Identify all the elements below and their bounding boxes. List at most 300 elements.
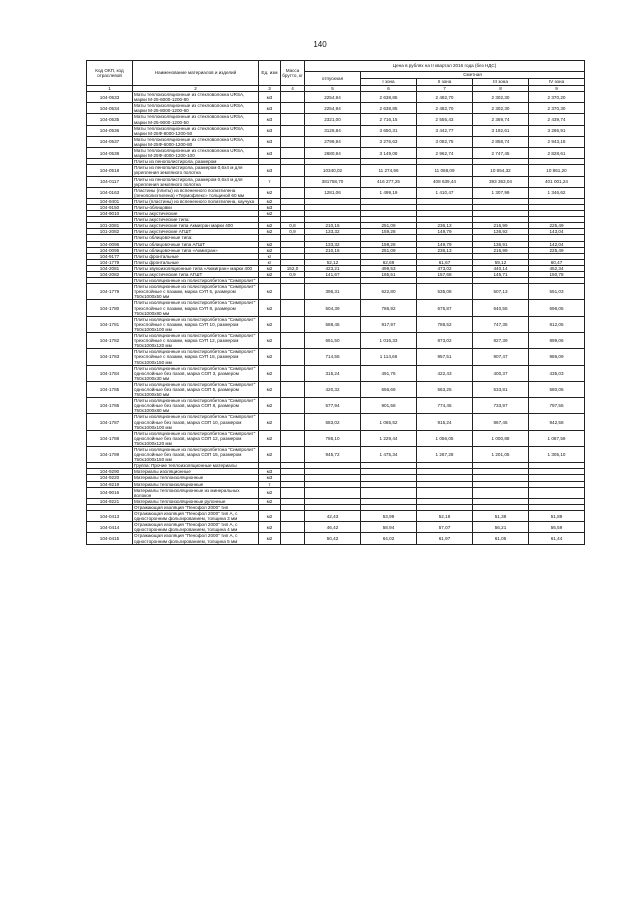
row-price-zone3: 507,13	[473, 284, 529, 300]
row-price-zone2: 535,08	[417, 284, 473, 300]
row-name: Плиты-облицовки	[133, 204, 259, 210]
row-name: Материалы теплоизоляционные	[133, 475, 259, 481]
row-price-zone2: 2 962,74	[417, 148, 473, 159]
row-code: 104-0163	[87, 187, 133, 198]
row-price-release: 2254,94	[305, 92, 361, 103]
row-price-zone2: 2 482,70	[417, 92, 473, 103]
row-price-zone1: 1 475,34	[361, 447, 417, 463]
row-price-zone3: 733,97	[473, 398, 529, 414]
row-mass	[281, 349, 305, 365]
row-price-release: 315,24	[305, 365, 361, 381]
row-price-release: 651,50	[305, 333, 361, 349]
row-name: Плиты из пенополистирола, размером	[133, 159, 259, 165]
row-price-zone4: 60,47	[529, 259, 585, 265]
row-price-zone4: 1 305,10	[529, 447, 585, 463]
row-mass	[281, 136, 305, 147]
row-code: 104-9016	[87, 487, 133, 498]
row-price-zone3: 1 201,05	[473, 447, 529, 463]
row-price-zone2: 408 639,44	[417, 176, 473, 187]
row-price-zone3: 145,71	[473, 272, 529, 278]
row-price-zone4: 2 370,20	[529, 92, 585, 103]
row-price-zone3: 827,39	[473, 333, 529, 349]
row-price-zone1: 786,92	[361, 300, 417, 316]
row-unit: м2	[259, 430, 281, 446]
col-index: 3	[259, 86, 281, 92]
row-mass: 0,8	[281, 223, 305, 229]
row-price-zone1: 491,76	[361, 365, 417, 381]
row-name: Плиты звукоизоляционные типа «Акмигран» марки 400	[133, 265, 259, 271]
row-mass	[281, 414, 305, 430]
row-price-zone4: 812,05	[529, 316, 585, 332]
row-name: Маты теплоизоляционные из стекловолокна URSA, марки М-25-9000-1200-50	[133, 114, 259, 125]
row-price-zone4: 1 346,62	[529, 187, 585, 198]
row-price-zone2: 149,79	[417, 229, 473, 235]
row-price-zone3: 10 654,32	[473, 165, 529, 176]
row-price-zone1: 62,69	[361, 259, 417, 265]
row-price-zone3: 533,81	[473, 381, 529, 397]
row-code: 104-1788	[87, 430, 133, 446]
row-mass	[281, 381, 305, 397]
table-row	[87, 511, 585, 522]
row-price-zone4: 61,44	[529, 533, 585, 544]
row-mass	[281, 398, 305, 414]
row-price-zone1: 64,02	[361, 533, 417, 544]
row-price-zone3: 2 858,74	[473, 136, 529, 147]
row-mass	[281, 114, 305, 125]
table-row	[87, 125, 585, 136]
row-price-zone1: 901,58	[361, 398, 417, 414]
row-name: Плиты облицовочные типа АГШТ	[133, 241, 259, 247]
row-price-zone4: 2 828,61	[529, 148, 585, 159]
row-unit: м2	[259, 198, 281, 204]
row-mass	[281, 125, 305, 136]
row-price-release: 2254,94	[305, 103, 361, 114]
row-price-release: 133,32	[305, 241, 361, 247]
row-price-zone1: 159,28	[361, 229, 417, 235]
row-price-release: 10340,02	[305, 165, 361, 176]
row-name: Плиты изоляционные из полистиролбетона "Симпролит"	[133, 278, 259, 284]
row-name: Маты теплоизоляционные из стекловолокна URSA, марки М-25-8000-1200-60	[133, 103, 259, 114]
row-price-zone3: 1 307,99	[473, 187, 529, 198]
row-price-release: 2321,00	[305, 114, 361, 125]
row-name: Плиты изоляционные из полистиролбетона "Симпролит" трехслойные с пазами, марка СУП 8, размером 750х1000х80 мм	[133, 300, 259, 316]
row-unit: т	[259, 176, 281, 187]
row-price-zone4: 10 861,20	[529, 165, 585, 176]
row-unit: кг	[259, 253, 281, 259]
row-price-zone4: 56,59	[529, 522, 585, 533]
row-code: 104-1786	[87, 398, 133, 414]
row-price-zone2: 563,25	[417, 381, 473, 397]
table-row	[87, 381, 585, 397]
row-code: 104-0535	[87, 114, 133, 125]
row-unit: м2	[259, 365, 281, 381]
row-price-zone4	[529, 487, 585, 498]
row-code: 104-2082	[87, 272, 133, 278]
row-price-zone1: 1 499,19	[361, 187, 417, 198]
row-price-zone1: 2 638,85	[361, 103, 417, 114]
row-mass: 152,0	[281, 265, 305, 271]
row-price-zone2: 61,97	[417, 533, 473, 544]
row-unit: м2	[259, 487, 281, 498]
row-name: Плиты облицовочные типа:	[133, 235, 259, 241]
table-row	[87, 333, 585, 349]
row-unit: м3	[259, 475, 281, 481]
row-price-zone4: 225,49	[529, 247, 585, 253]
row-price-release: 46,42	[305, 522, 361, 533]
row-price-zone2: 957,51	[417, 349, 473, 365]
row-price-zone2: 1 267,28	[417, 447, 473, 463]
col-index: 6	[361, 86, 417, 92]
table-row	[87, 165, 585, 176]
row-name: Плиты изоляционные из полистиролбетона "Симпролит" однослойные без пазов, марка СОП 8, размером 750х1000х80 мм	[133, 398, 259, 414]
table-row	[87, 447, 585, 463]
row-name: Маты теплоизоляционные из стекловолокна URSA, марки М-25Ф-8000-1200-50	[133, 125, 259, 136]
row-price-zone1: 3 650,31	[361, 125, 417, 136]
row-name: Плиты изоляционные из полистиролбетона "Симпролит" трехслойные с пазами, марка СУП 15, размером 750х1000х150 мм	[133, 349, 259, 365]
row-name: Материалы изоляционные	[133, 469, 259, 475]
row-name: Плиты изоляционные из полистиролбетона "Симпролит" однослойные без пазов, марка СОП 12, размером 750х1000х120 мм	[133, 430, 259, 446]
row-price-zone4: 797,55	[529, 398, 585, 414]
row-name: Плиты изоляционные из полистиролбетона "Симпролит" трехслойные с пазами, марка СУП 5, размером 750х1000х50 мм	[133, 284, 259, 300]
row-price-release: 381758,70	[305, 176, 361, 187]
row-unit: м3	[259, 92, 281, 103]
row-mass	[281, 365, 305, 381]
row-name: Плиты акустические типа Акмигран марки 400	[133, 223, 259, 229]
row-unit: кг	[259, 259, 281, 265]
row-price-zone1: 159,28	[361, 241, 417, 247]
table-row	[87, 398, 585, 414]
row-name: Плиты изоляционные из полистиролбетона "Симпролит" однослойные без пазов, марка СОП 3, размером 750х1000х30 мм	[133, 365, 259, 381]
row-unit: м2	[259, 381, 281, 397]
row-price-zone3: 640,55	[473, 300, 529, 316]
row-price-release: 504,39	[305, 300, 361, 316]
row-price-zone1	[361, 487, 417, 498]
row-mass	[281, 176, 305, 187]
price-table	[86, 60, 585, 545]
row-mass	[281, 430, 305, 446]
row-price-zone4: 150,78	[529, 272, 585, 278]
row-price-release: 396,31	[305, 284, 361, 300]
row-name: Материалы теплоизоляционные	[133, 481, 259, 487]
row-unit: м2	[259, 265, 281, 271]
row-price-zone1: 622,80	[361, 284, 417, 300]
row-code: 104-9220	[87, 475, 133, 481]
row-mass	[281, 165, 305, 176]
row-price-release: 683,02	[305, 414, 361, 430]
row-unit: т	[259, 481, 281, 487]
row-price-zone2: 788,52	[417, 316, 473, 332]
row-price-zone2	[417, 487, 473, 498]
row-price-zone4: 696,05	[529, 300, 585, 316]
row-name: Плиты фронтальные	[133, 259, 259, 265]
table-row	[87, 176, 585, 187]
row-mass	[281, 300, 305, 316]
row-unit: м2	[259, 223, 281, 229]
row-unit: м2	[259, 349, 281, 365]
row-price-release: 50,42	[305, 533, 361, 544]
row-price-zone2: 149,79	[417, 241, 473, 247]
row-unit: м2	[259, 272, 281, 278]
row-price-zone3: 393 363,04	[473, 176, 529, 187]
row-name: Плиты изоляционные из полистиролбетона "Симпролит" однослойные без пазов, марка СОП 15, размером 750х1000х150 мм	[133, 447, 259, 463]
row-unit: м2	[259, 241, 281, 247]
header-estimate: Сметная	[361, 72, 585, 79]
row-mass	[281, 533, 305, 544]
row-price-zone4: 452,34	[529, 265, 585, 271]
row-mass	[281, 447, 305, 463]
row-price-release	[305, 487, 361, 498]
row-code: 104-0117	[87, 176, 133, 187]
row-price-zone3: 1 000,88	[473, 430, 529, 446]
table-row	[87, 92, 585, 103]
row-price-zone1: 656,69	[361, 381, 417, 397]
row-price-zone2: 236,13	[417, 223, 473, 229]
row-unit: м2	[259, 300, 281, 316]
row-code: 104-9401	[87, 198, 133, 204]
row-code: 104-1779	[87, 259, 133, 265]
table-row	[87, 103, 585, 114]
row-price-zone2: 3 082,75	[417, 136, 473, 147]
row-mass	[281, 148, 305, 159]
table-row	[87, 487, 585, 498]
table-row	[87, 522, 585, 533]
row-unit: м3	[259, 114, 281, 125]
row-price-zone1: 58,94	[361, 522, 417, 533]
row-price-release: 1281,06	[305, 187, 361, 198]
row-price-release: 133,32	[305, 229, 361, 235]
row-unit: м3	[259, 103, 281, 114]
row-code: 104-0413	[87, 511, 133, 522]
row-name: Маты теплоизоляционные из стекловолокна URSA, марки М-25-6000-1200-80	[133, 92, 259, 103]
row-code: 104-1785	[87, 381, 133, 397]
row-price-zone1: 1 229,44	[361, 430, 417, 446]
row-unit: м2	[259, 333, 281, 349]
row-mass	[281, 103, 305, 114]
row-name: Плиты изоляционные из полистиролбетона "Симпролит" трехслойные с пазами, марка СУП 10, размером 750х1000х100 мм	[133, 316, 259, 332]
row-price-zone3: 61,05	[473, 533, 529, 544]
row-code: 104-1780	[87, 300, 133, 316]
row-code: 104-0518	[87, 165, 133, 176]
row-mass	[281, 487, 305, 498]
header-name: Наименование материалов и изделий	[133, 61, 259, 86]
row-unit: м2	[259, 284, 281, 300]
row-code: 101-2082	[87, 229, 133, 235]
row-unit: м3	[259, 469, 281, 475]
row-price-zone3: 400,37	[473, 365, 529, 381]
row-code: 104-1783	[87, 349, 133, 365]
row-code: 104-1782	[87, 333, 133, 349]
row-code: 104-0095	[87, 247, 133, 253]
row-code: 104-1789	[87, 447, 133, 463]
row-mass	[281, 92, 305, 103]
row-unit: м2	[259, 414, 281, 430]
row-price-zone2: 11 068,09	[417, 165, 473, 176]
row-unit: м3	[259, 148, 281, 159]
col-index: 2	[133, 86, 259, 92]
row-price-zone2: 52,18	[417, 511, 473, 522]
row-price-zone2: 236,13	[417, 247, 473, 253]
row-price-zone4: 401 001,24	[529, 176, 585, 187]
row-price-release: 588,45	[305, 316, 361, 332]
header-zone2: II зона	[417, 79, 473, 86]
row-price-zone1: 3 276,63	[361, 136, 417, 147]
row-price-zone3: 2 369,74	[473, 114, 529, 125]
row-name: Плиты изоляционные из полистиролбетона "Симпролит" однослойные без пазов, марка СОП 5, размером 750х1000х50 мм	[133, 381, 259, 397]
row-price-zone2: 873,02	[417, 333, 473, 349]
row-price-zone1: 1 065,52	[361, 414, 417, 430]
row-price-zone1: 1 114,66	[361, 349, 417, 365]
row-name: Отражающая изоляция "Пенофол 2000" тип А, с односторонним фольгированием, толщина 5 мм	[133, 533, 259, 544]
row-name: Плиты акустические типа:	[133, 217, 259, 223]
row-price-zone1: 53,99	[361, 511, 417, 522]
row-price-release: 52,12	[305, 259, 361, 265]
page-number: 140	[313, 40, 327, 49]
row-name: Материалы теплоизоляционные рулонные	[133, 498, 259, 504]
row-code: 104-1781	[87, 316, 133, 332]
row-mass	[281, 511, 305, 522]
row-name: Группа: Прочие теплоизоляционные материалы	[133, 463, 259, 469]
row-price-zone2: 157,68	[417, 272, 473, 278]
col-index: 1	[87, 86, 133, 92]
row-price-zone4: 1 087,59	[529, 430, 585, 446]
header-unit: Ед. изм	[259, 61, 281, 86]
row-price-zone4: 3 286,91	[529, 125, 585, 136]
row-price-zone4: 2 943,18	[529, 136, 585, 147]
table-row	[87, 148, 585, 159]
row-price-zone4: 2 439,74	[529, 114, 585, 125]
row-name: Плиты из пенополистирола, размером 0,6х4 м для укрепления земляного полотна	[133, 165, 259, 176]
row-price-zone3: 907,47	[473, 349, 529, 365]
row-price-zone3: 216,99	[473, 223, 529, 229]
row-unit: м3	[259, 136, 281, 147]
row-code: 101-2081	[87, 223, 133, 229]
row-price-zone1: 11 274,96	[361, 165, 417, 176]
row-name: Пластины (плиты) из вспененного полиэтилена (пенополиэтилена) «Термофлекс» толщиной 60 мм	[133, 187, 259, 198]
row-price-zone3: 216,99	[473, 247, 529, 253]
row-name: Плиты изоляционные из полистиролбетона "Симпролит" однослойные без пазов, марка СОП 10, размером 750х1000х100 мм	[133, 414, 259, 430]
row-price-release: 945,72	[305, 447, 361, 463]
row-price-zone2: 2 482,70	[417, 103, 473, 114]
row-price-zone2: 2 555,43	[417, 114, 473, 125]
row-name: Отражающая изоляция "Пенофол 2000" тип А, с односторонним фольгированием, толщина 4 мм	[133, 522, 259, 533]
row-price-zone3: 136,91	[473, 241, 529, 247]
row-price-zone1: 165,51	[361, 272, 417, 278]
row-code: 104-9221	[87, 498, 133, 504]
row-price-zone1: 917,97	[361, 316, 417, 332]
row-price-zone3: 440,14	[473, 265, 529, 271]
row-name: Маты теплоизоляционные из стекловолокна URSA, марки М-25Ф-4000-1200-100	[133, 148, 259, 159]
row-price-release: 42,43	[305, 511, 361, 522]
row-name: Плиты фронтальные	[133, 253, 259, 259]
row-code: 104-0537	[87, 136, 133, 147]
header-zone3: III зона	[473, 79, 529, 86]
row-unit: м2	[259, 211, 281, 217]
table-row	[87, 430, 585, 446]
row-name: Плиты облицовочные типа «Акмигран»	[133, 247, 259, 253]
header-price-group: Цена в рублях на II квартал 2016 года (без НДС)	[305, 61, 585, 72]
row-price-zone4: 942,58	[529, 414, 585, 430]
row-name: Плиты акустические АГШТ	[133, 229, 259, 235]
row-price-release: 2799,94	[305, 136, 361, 147]
row-unit: м3	[259, 125, 281, 136]
row-code: 104-0533	[87, 92, 133, 103]
row-unit: м2	[259, 447, 281, 463]
row-price-zone3	[473, 487, 529, 498]
row-price-zone3: 3 192,61	[473, 125, 529, 136]
row-unit: м3	[259, 165, 281, 176]
row-name: Отражающая изоляция "Пенофол 2000" тип	[133, 504, 259, 510]
row-price-zone1: 416 277,25	[361, 176, 417, 187]
row-code: 104-1787	[87, 414, 133, 430]
row-price-zone3: 867,45	[473, 414, 529, 430]
table-row	[87, 187, 585, 198]
row-price-zone2: 57,07	[417, 522, 473, 533]
row-price-zone3: 747,35	[473, 316, 529, 332]
row-code: 104-0534	[87, 103, 133, 114]
table-row	[87, 533, 585, 544]
row-price-release: 788,10	[305, 430, 361, 446]
row-name: Плиты изоляционные из полистиролбетона "Симпролит" трехслойные с пазами, марка СУП 12, размером 750х1000х120 мм	[133, 333, 259, 349]
header-zone1: I зона	[361, 79, 417, 86]
row-price-zone2: 422,43	[417, 365, 473, 381]
table-row	[87, 300, 585, 316]
col-index: 9	[529, 86, 585, 92]
row-code: 104-2081	[87, 265, 133, 271]
row-price-zone1: 1 016,33	[361, 333, 417, 349]
row-name: Плиты из пенополистирола, размером 0,6х4 м для укрепления земляного полотна	[133, 176, 259, 187]
row-price-zone2: 3 442,77	[417, 125, 473, 136]
row-code: 104-0415	[87, 533, 133, 544]
row-price-zone4: 986,09	[529, 349, 585, 365]
row-price-release: 210,16	[305, 247, 361, 253]
row-code: 104-0414	[87, 522, 133, 533]
row-price-zone1: 499,53	[361, 265, 417, 271]
row-price-zone4: 551,03	[529, 284, 585, 300]
row-price-zone4: 435,03	[529, 365, 585, 381]
row-code: 104-9150	[87, 204, 133, 210]
row-price-release: 2680,94	[305, 148, 361, 159]
row-price-release: 420,32	[305, 381, 361, 397]
row-price-zone3: 56,21	[473, 522, 529, 533]
row-price-release: 210,16	[305, 223, 361, 229]
row-price-release: 141,67	[305, 272, 361, 278]
row-price-zone1: 2 638,85	[361, 92, 417, 103]
row-unit: м2	[259, 511, 281, 522]
col-index: 4	[281, 86, 305, 92]
row-price-zone3: 51,38	[473, 511, 529, 522]
row-price-zone3: 2 302,30	[473, 103, 529, 114]
row-price-release: 714,55	[305, 349, 361, 365]
row-price-zone3: 59,12	[473, 259, 529, 265]
row-price-zone4: 142,04	[529, 241, 585, 247]
row-unit: м2	[259, 398, 281, 414]
row-code: 104-1784	[87, 365, 133, 381]
col-index: 8	[473, 86, 529, 92]
row-unit: м2	[259, 498, 281, 504]
row-mass: 0,9	[281, 229, 305, 235]
row-unit: м2	[259, 229, 281, 235]
row-code: 104-1779	[87, 284, 133, 300]
row-mass	[281, 522, 305, 533]
row-price-zone3: 2 747,45	[473, 148, 529, 159]
header-zone4: IV зона	[529, 79, 585, 86]
row-name: Плиты акустические	[133, 211, 259, 217]
row-name: Плиты акустические типа АГШТ	[133, 272, 259, 278]
row-price-zone1: 2 716,15	[361, 114, 417, 125]
row-price-zone2: 675,87	[417, 300, 473, 316]
row-price-zone4: 225,49	[529, 223, 585, 229]
row-price-zone4: 143,04	[529, 229, 585, 235]
